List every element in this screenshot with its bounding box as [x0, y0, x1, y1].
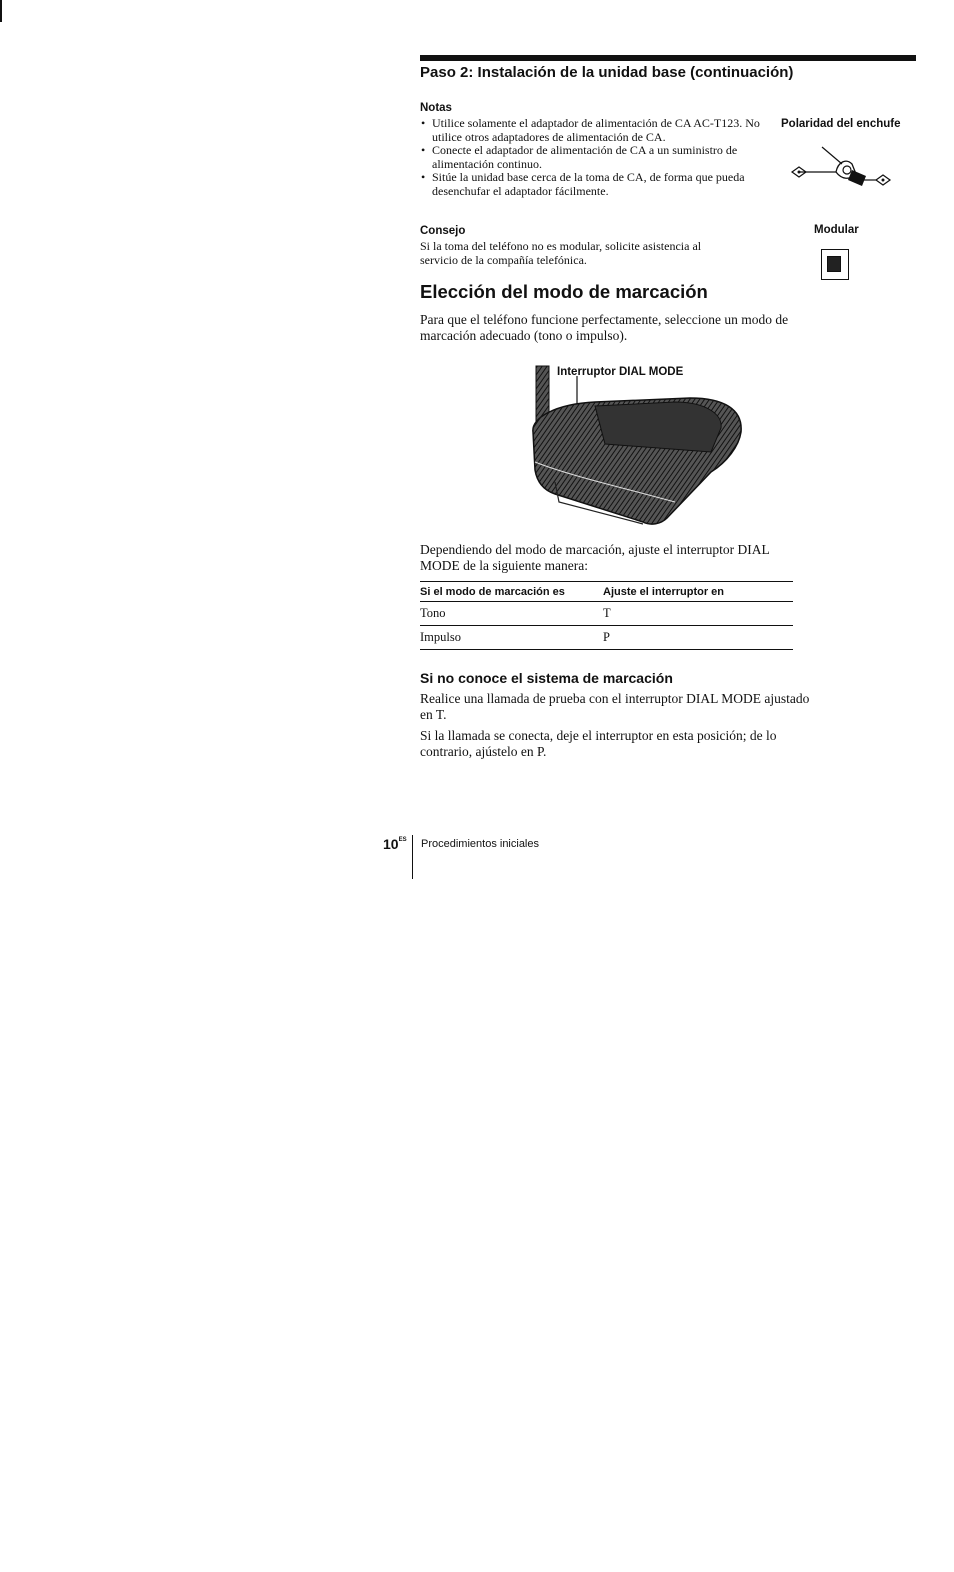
- table-row: [420, 626, 793, 650]
- subsection-title: Si no conoce el sistema de marcación: [420, 670, 673, 686]
- tip-text: Si la toma del teléfono no es modular, solicite asistencia al servicio de la compañía telefónica.: [420, 239, 702, 267]
- table-cell-setting: P: [603, 626, 793, 650]
- page-edge-mark: [0, 0, 2, 22]
- page-number: [383, 836, 407, 852]
- polarity-label: Polaridad del enchufe: [781, 118, 901, 130]
- dial-mode-table-grid: [420, 581, 793, 650]
- section-title: Elección del modo de marcación: [420, 281, 708, 302]
- plug-polarity-icon: [788, 142, 892, 196]
- modular-jack-socket: [827, 256, 841, 272]
- modular-label: Modular: [814, 224, 859, 236]
- page-number-suffix: ES: [398, 837, 407, 843]
- note-item: • Conecte el adaptador de alimentación de CA a un suministro de alimentación continuo.: [420, 144, 765, 171]
- table-row: [420, 602, 793, 626]
- dial-mode-switch-label: Interruptor DIAL MODE: [557, 366, 684, 378]
- note-item: • Utilice solamente el adaptador de alimentación de CA AC-T123. No utilice otros adaptadores de alimentación de CA.: [420, 117, 765, 144]
- table-header-row: [420, 582, 793, 602]
- intro-text: Para que el teléfono funcione perfectamente, seleccione un modo de marcación adecuado (tono o impulso).: [420, 312, 789, 343]
- table-cell-setting: T: [603, 602, 793, 626]
- footer-rule: [412, 835, 413, 879]
- notes-list: [420, 117, 765, 199]
- subsection-paragraph-1: Realice una llamada de prueba con el interruptor DIAL MODE ajustado en T.: [420, 691, 810, 722]
- subsection-paragraph-2: Si la llamada se conecta, deje el interruptor en esta posición; de lo contrario, ajústelo en P.: [420, 728, 777, 759]
- modular-jack-icon: [821, 249, 849, 280]
- page-number-value: 10: [383, 836, 399, 852]
- header-rule: [420, 55, 916, 61]
- instruction-text: Dependiendo del modo de marcación, ajuste el interruptor DIAL MODE de la siguiente manera:: [420, 542, 770, 573]
- table-header-setting: Ajuste el interruptor en: [603, 582, 793, 602]
- note-item: • Sitúe la unidad base cerca de la toma de CA, de forma que pueda desenchufar el adaptador fácilmente.: [420, 171, 765, 198]
- phone-base-unit-illustration: [525, 362, 755, 532]
- table-header-mode: Si el modo de marcación es: [420, 582, 603, 602]
- table-cell-mode: Impulso: [420, 626, 603, 650]
- table-cell-mode: Tono: [420, 602, 603, 626]
- page-title: Paso 2: Instalación de la unidad base (continuación): [420, 64, 794, 81]
- notes-heading: Notas: [420, 102, 452, 114]
- footer-section-name: Procedimientos iniciales: [421, 838, 539, 850]
- dial-mode-table: [420, 581, 793, 650]
- tip-heading: Consejo: [420, 225, 466, 237]
